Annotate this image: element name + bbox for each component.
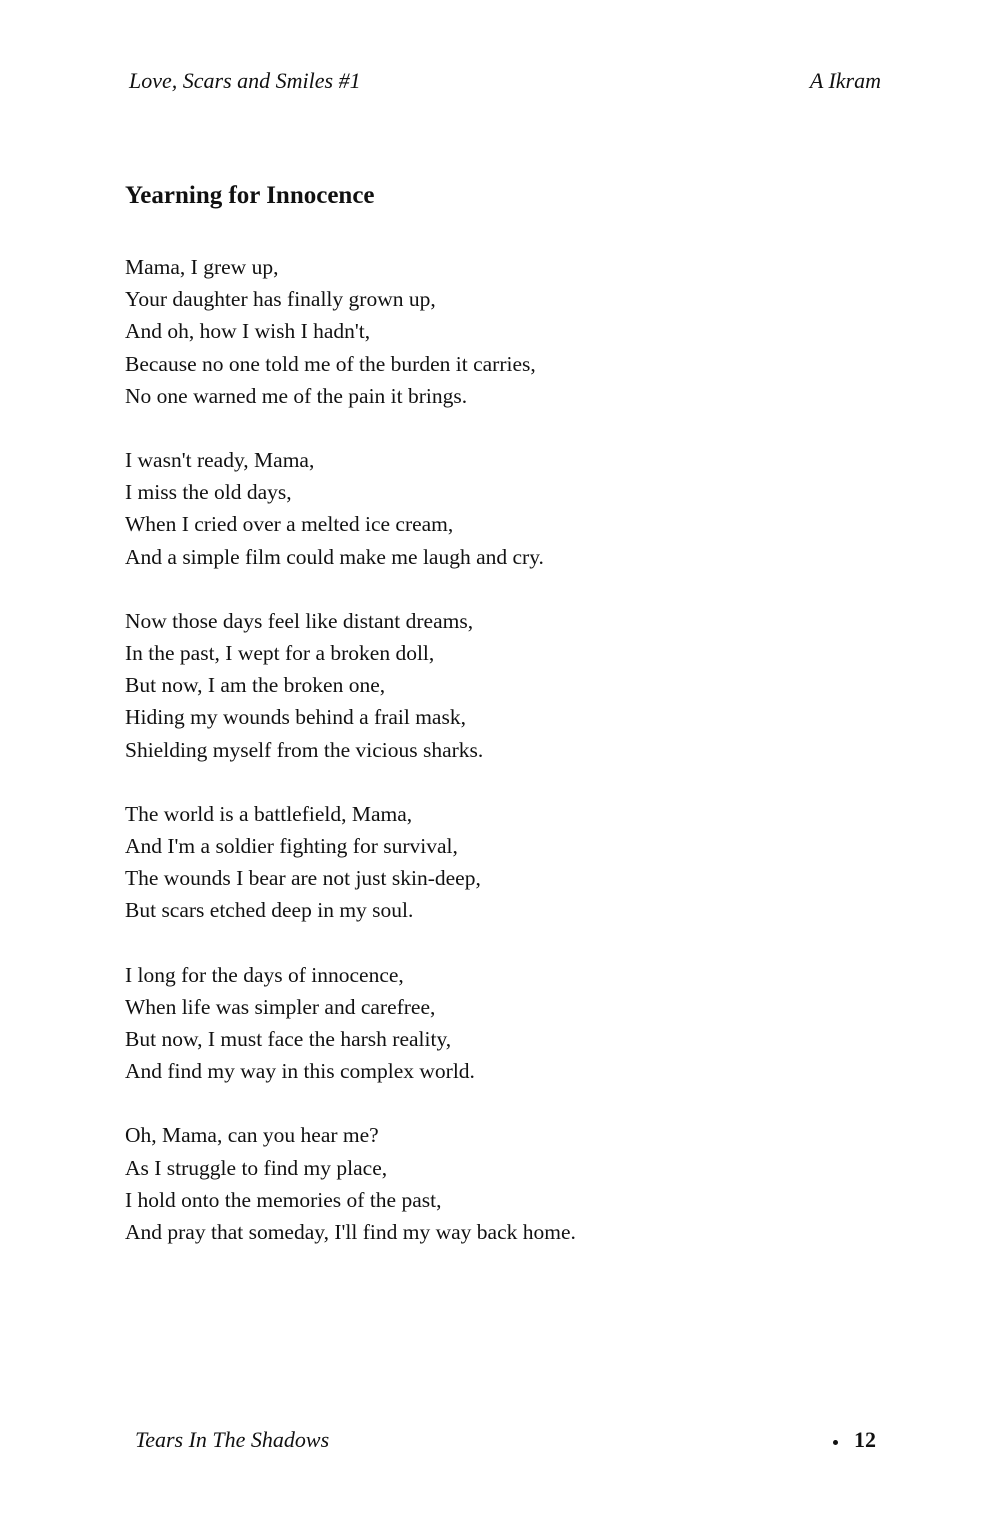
running-footer-collection-title: Tears In The Shadows: [135, 1427, 330, 1452]
poem-line: And oh, how I wish I hadn't,: [125, 319, 371, 344]
stanza: [125, 251, 885, 412]
poem-line: And I'm a soldier fighting for survival,: [125, 834, 458, 859]
poem-line: And a simple film could make me laugh and cry.: [125, 544, 544, 569]
page-number: 12: [854, 1427, 876, 1452]
poem-line: As I struggle to find my place,: [125, 1155, 388, 1180]
poem-line: Shielding myself from the vicious sharks.: [125, 737, 484, 762]
poem-line: No one warned me of the pain it brings.: [125, 383, 468, 408]
poem-line: When life was simpler and carefree,: [125, 994, 436, 1019]
bullet-icon: [833, 1440, 838, 1445]
poem-line: Now those days feel like distant dreams,: [125, 608, 474, 633]
stanza: [125, 444, 885, 573]
poem-line: But now, I must face the harsh reality,: [125, 1027, 452, 1052]
poem-line: And find my way in this complex world.: [125, 1059, 475, 1084]
stanza: [125, 798, 885, 927]
poem-line: When I cried over a melted ice cream,: [125, 512, 454, 537]
poem-line: And pray that someday, I'll find my way back home.: [125, 1220, 576, 1245]
poem-body: [125, 251, 885, 1280]
poem-line: I miss the old days,: [125, 480, 292, 505]
stanza: [125, 605, 885, 766]
poem-line: Your daughter has finally grown up,: [125, 287, 436, 312]
poem-line: I hold onto the memories of the past,: [125, 1187, 442, 1212]
poem-line: But scars etched deep in my soul.: [125, 898, 414, 923]
poem-line: The world is a battlefield, Mama,: [125, 801, 413, 826]
page-number-block: [833, 1427, 876, 1453]
poem-line: I wasn't ready, Mama,: [125, 448, 315, 473]
poem-line: But now, I am the broken one,: [125, 673, 386, 698]
poem-line: The wounds I bear are not just skin-deep,: [125, 866, 481, 891]
stanza: [125, 1119, 885, 1248]
poem-line: In the past, I wept for a broken doll,: [125, 641, 435, 666]
poem-line: Because no one told me of the burden it carries,: [125, 351, 536, 376]
poem-line: Hiding my wounds behind a frail mask,: [125, 705, 466, 730]
poem-line: I long for the days of innocence,: [125, 962, 404, 987]
running-header-book-title: Love, Scars and Smiles #1: [129, 68, 361, 93]
running-header-author: A Ikram: [809, 68, 881, 93]
poem-line: Oh, Mama, can you hear me?: [125, 1123, 379, 1148]
poem-title: Yearning for Innocence: [125, 182, 375, 209]
stanza: [125, 959, 885, 1088]
poem-line: Mama, I grew up,: [125, 255, 279, 279]
